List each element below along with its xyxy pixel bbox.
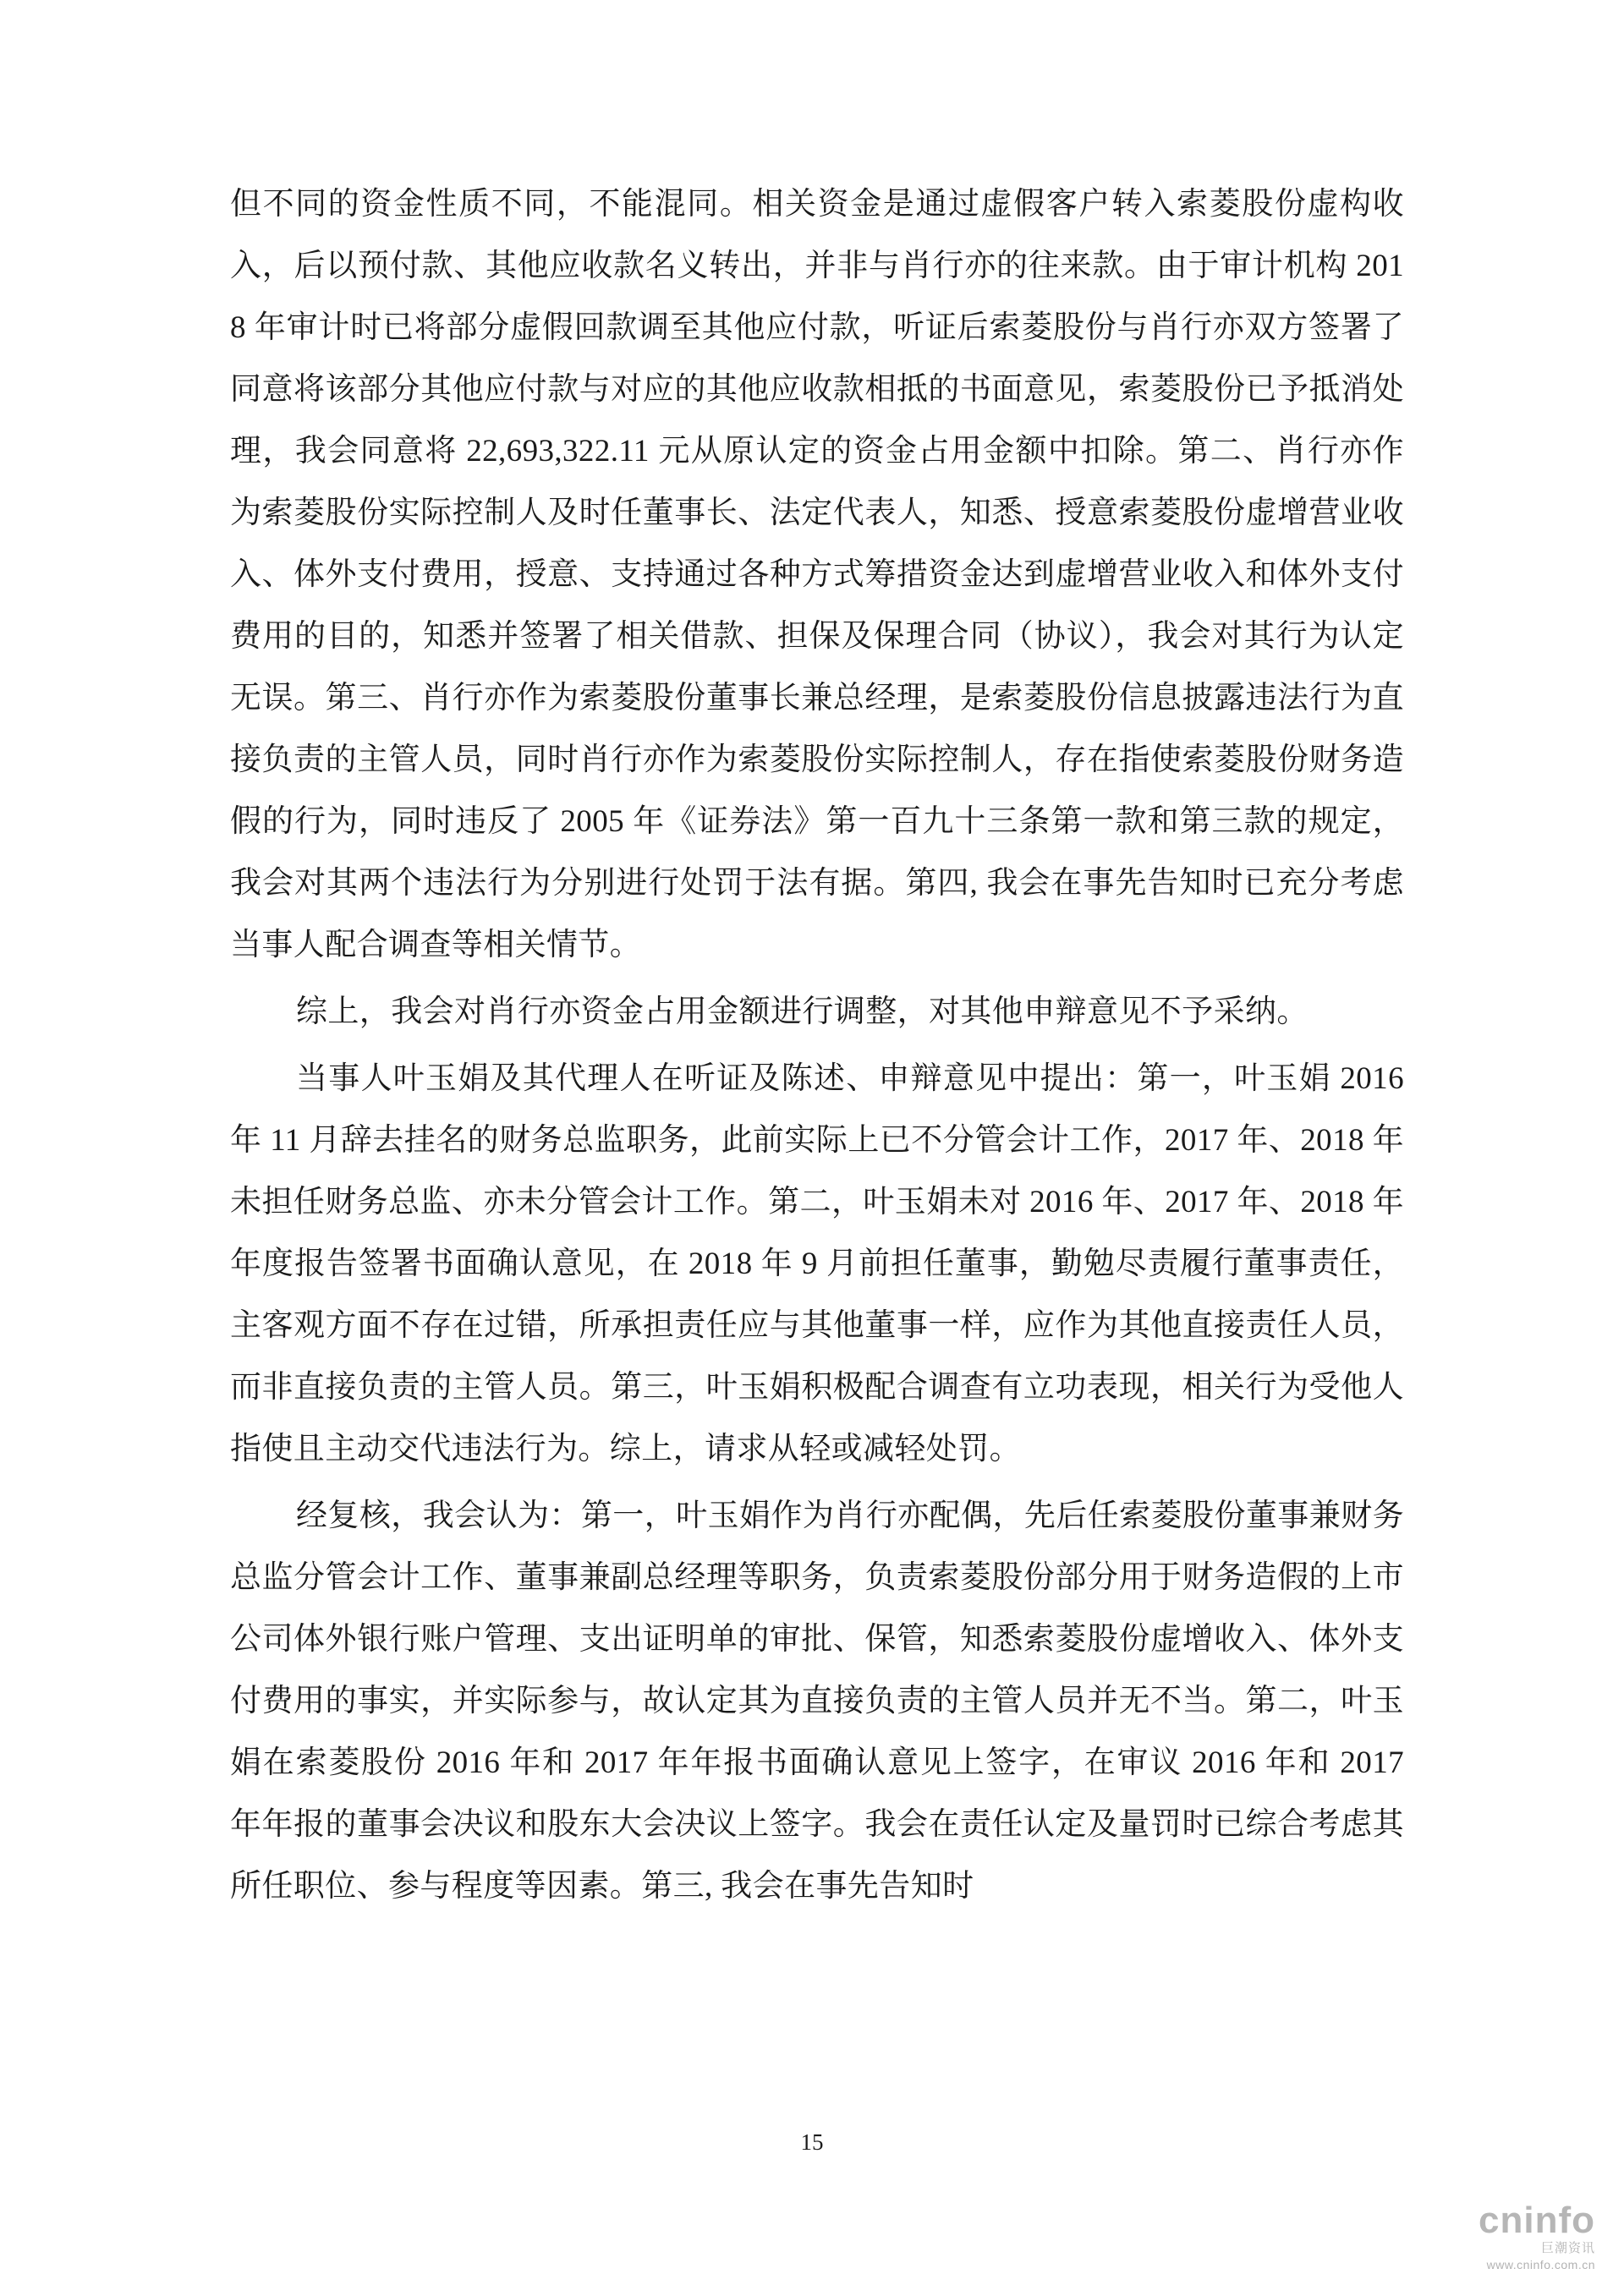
- page-body: [230, 173, 1404, 1922]
- paragraph-4: 经复核，我会认为：第一，叶玉娟作为肖行亦配偶，先后任索菱股份董事兼财务总监分管会计工作、董事兼副总经理等职务，负责索菱股份部分用于财务造假的上市公司体外银行账户管理、支出证明单的审批、保管，知悉索菱股份虚增收入、体外支付费用的事实，并实际参与，故认定其为直接负责的主管人员并无不当。第二，叶玉娟在索菱股份 2016 年和 2017 年年报书面确认意见上签字，在审议 2016 年和 2017 年年报的董事会决议和股东大会决议上签字。我会在责任认定及量罚时已综合考虑其所任职位、参与程度等因素。第三, 我会在事先告知时: [230, 1499, 1404, 1904]
- watermark-subtitle: 巨潮资讯: [1540, 2241, 1595, 2255]
- watermark-brand-suffix: o: [1572, 2200, 1595, 2241]
- watermark-brand-text: cninf: [1479, 2200, 1572, 2241]
- paragraph-3: 当事人叶玉娟及其代理人在听证及陈述、申辩意见中提出：第一，叶玉娟 2016 年 11 月辞去挂名的财务总监职务，此前实际上已不分管会计工作，2017 年、2018 年未担任财务总监、亦未分管会计工作。第二，叶玉娟未对 2016 年、2017 年、2018 年年度报告签署书面确认意见，在 2018 年 9 月前担任董事，勤勉尽责履行董事责任，主客观方面不存在过错，所承担责任应与其他董事一样，应作为其他直接责任人员，而非直接负责的主管人员。第三，叶玉娟积极配合调查有立功表现，相关行为受他人指使且主动交代违法行为。综上，请求从轻或减轻处罚。: [230, 1061, 1404, 1466]
- paragraph-1: 但不同的资金性质不同，不能混同。相关资金是通过虚假客户转入索菱股份虚构收入，后以预付款、其他应收款名义转出，并非与肖行亦的往来款。由于审计机构 2018 年审计时已将部分虚假回款调至其他应付款，听证后索菱股份与肖行亦双方签署了同意将该部分其他应付款与对应的其他应收款相抵的书面意见，索菱股份已予抵消处理，我会同意将 22,693,322.11 元从原认定的资金占用金额中扣除。第二、肖行亦作为索菱股份实际控制人及时任董事长、法定代表人，知悉、授意索菱股份虚增营业收入、体外支付费用，授意、支持通过各种方式筹措资金达到虚增营业收入和体外支付费用的目的，知悉并签署了相关借款、担保及保理合同（协议），我会对其行为认定无误。第三、肖行亦作为索菱股份董事长兼总经理，是索菱股份信息披露违法行为直接负责的主管人员，同时肖行亦作为索菱股份实际控制人，存在指使索菱股份财务造假的行为，同时违反了 2005 年《证券法》第一百九十三条第一款和第三款的规定，我会对其两个违法行为分别进行处罚于法有据。第四, 我会在事先告知时已充分考虑当事人配合调查等相关情节。: [230, 187, 1404, 962]
- watermark-url: www.cninfo.com.cn: [1486, 2258, 1595, 2271]
- page-number: 15: [800, 2129, 824, 2155]
- cninfo-watermark: [1479, 2201, 1595, 2272]
- paragraph-2: 综上，我会对肖行亦资金占用金额进行调整，对其他申辩意见不予采纳。: [296, 995, 1309, 1029]
- watermark-brand: [1479, 2201, 1595, 2240]
